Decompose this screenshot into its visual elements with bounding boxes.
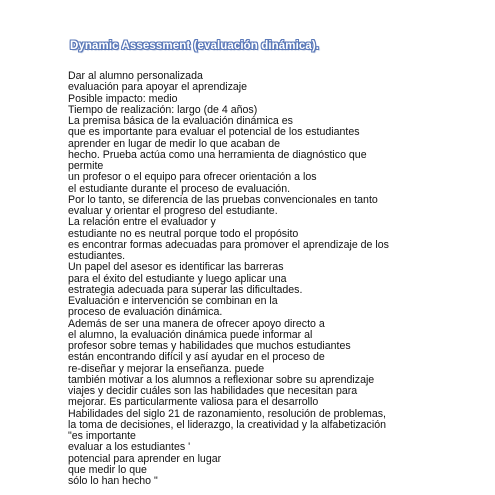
text-line: viajes y decidir cuáles son las habilidades que necesitan para: [68, 385, 358, 397]
document-title: Dynamic Assessment (evaluación dinámica).: [70, 40, 320, 52]
text-line: la toma de decisiones, el liderazgo, la creatividad y la alfabetización: [68, 418, 386, 431]
text-line: Posible impacto: medio: [68, 92, 178, 105]
text-line: evaluación para apoyar el aprendizaje: [68, 81, 248, 94]
text-line: el alumno, la evaluación dinámica puede informar al: [68, 328, 313, 341]
text-line: es encontrar formas adecuadas para promover el aprendizaje de los: [68, 238, 389, 251]
text-line: evaluar a los estudiantes ': [68, 441, 191, 454]
text-line: profesor sobre temas y habilidades que muchos estudiantes: [68, 340, 351, 352]
text-line: Habilidades del siglo 21 de razonamiento, resolución de problemas,: [68, 407, 387, 420]
text-line: también motivar a los alumnos a reflexionar sobre su aprendizaje: [68, 373, 375, 386]
text-line: estrategia adecuada para superar las dificultades.: [68, 283, 303, 296]
text-line: Por lo tanto, se diferencia de las pruebas convencionales en tanto: [68, 193, 378, 206]
text-line: La premisa básica de la evaluación dinámica es: [68, 115, 293, 127]
text-line: Además de ser una manera de ofrecer apoyo directo a: [68, 317, 325, 330]
text-line: permite: [68, 160, 104, 172]
text-line: hecho. Prueba actúa como una herramienta de diagnóstico que: [68, 148, 367, 161]
text-line: evaluar y orientar el progreso del estudiante.: [68, 205, 278, 217]
text-line: están encontrando difícil y así ayudar en el proceso de: [68, 351, 325, 364]
text-line: Dar al alumno personalizada: [68, 70, 203, 82]
text-line: sólo lo han hecho ": [68, 475, 158, 487]
document-body: [68, 71, 488, 487]
text-line: que medir lo que: [68, 463, 147, 476]
text-line: Un papel del asesor es identificar las barreras: [68, 261, 284, 274]
text-line: "es importante: [68, 430, 136, 442]
text-line: Tiempo de realización: largo (de 4 años): [68, 103, 258, 116]
text-line: Evaluación e intervención se combinan en la: [68, 295, 278, 307]
text-line: para el éxito del estudiante y luego aplicar una: [68, 272, 287, 285]
text-line: aprender en lugar de medir lo que acaban de: [68, 137, 281, 150]
text-line: proceso de evaluación dinámica.: [68, 306, 223, 319]
text-line: mejorar. Es particularmente valiosa para el desarrollo: [68, 396, 319, 409]
text-line: un profesor o el equipo para ofrecer orientación a los: [68, 171, 317, 184]
text-line: potencial para aprender en lugar: [68, 452, 222, 465]
text-line: re-diseñar y mejorar la enseñanza. puede: [68, 362, 265, 375]
text-line: La relación entre el evaluador y: [68, 216, 216, 229]
text-line: estudiante no es neutral porque todo el propósito: [68, 227, 299, 240]
text-line: estudiantes.: [68, 250, 126, 262]
text-line: el estudiante durante el proceso de evaluación.: [68, 182, 291, 195]
text-line: que es importante para evaluar el potencial de los estudiantes: [68, 126, 360, 139]
